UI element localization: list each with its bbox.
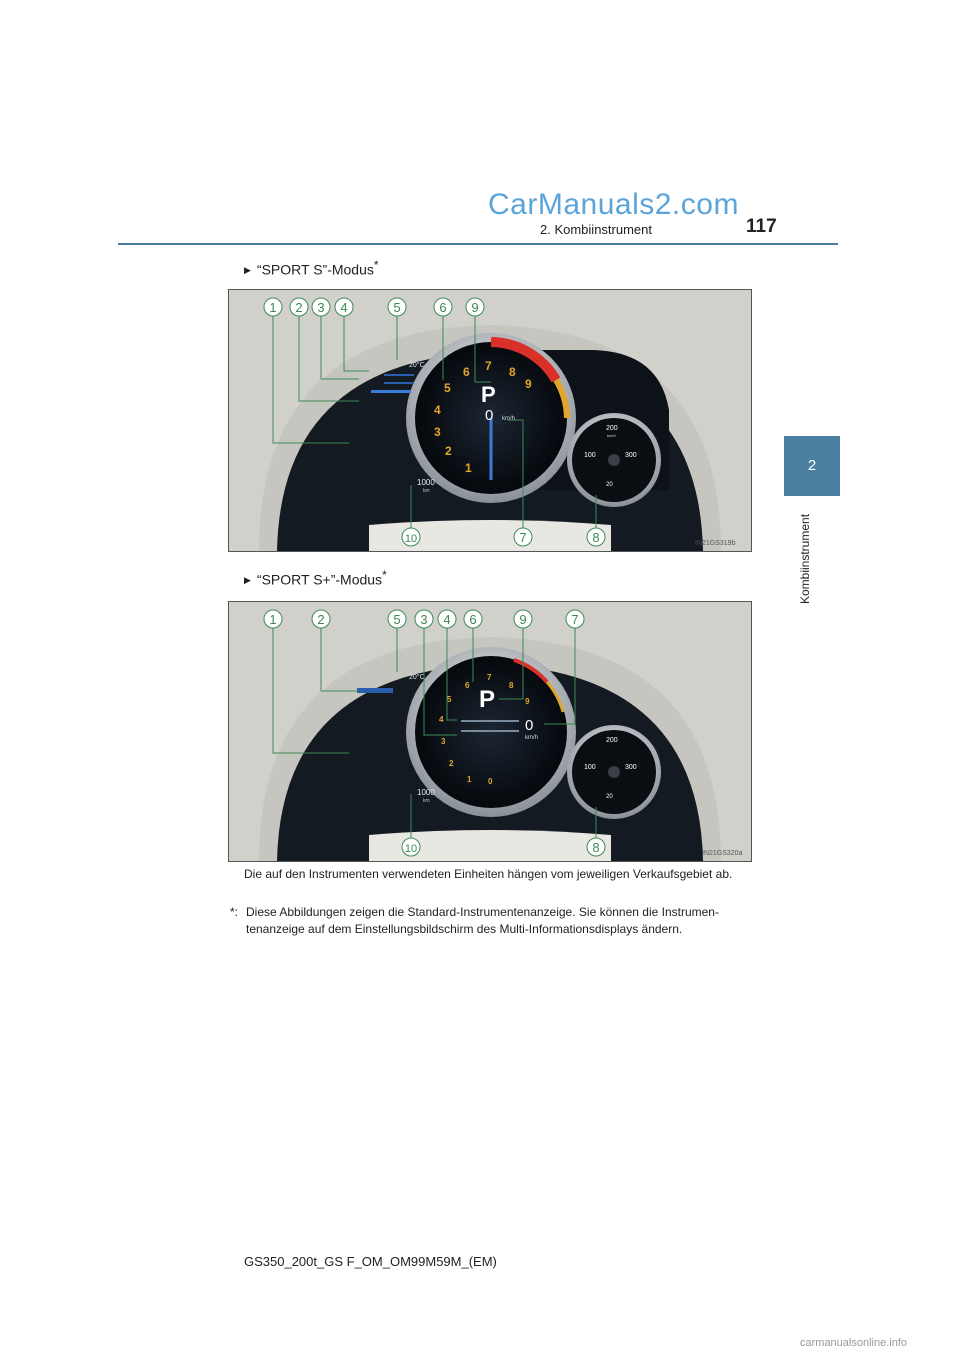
speedo-number: 300 <box>625 764 637 771</box>
rpm-number: 8 <box>509 681 514 690</box>
speedo-number: 20 <box>606 482 613 488</box>
cluster-illustration-sport-s-plus <box>229 602 751 861</box>
svg-text:3: 3 <box>317 300 325 315</box>
rpm-number: 6 <box>465 681 470 690</box>
speedo-number: 100 <box>584 764 596 771</box>
odometer-unit: km <box>423 488 430 494</box>
odometer-value: 1000 <box>417 478 435 487</box>
callout-3 <box>415 610 433 628</box>
footnote-text: Diese Abbildungen zeigen die Standard-Instrumentenanzeige. Sie können die Instrumen-tenanzeige auf dem Einstellungsbildschirm des Multi-Informationsdisplays ändern. <box>246 905 719 936</box>
svg-text:2: 2 <box>295 300 303 315</box>
rpm-number: 9 <box>525 697 530 706</box>
watermark-logo-top: CarManuals2.com <box>488 188 739 221</box>
image-code: IN21GS319b <box>695 540 736 547</box>
callout-5 <box>388 610 406 628</box>
speedo-number: 100 <box>584 452 596 459</box>
svg-text:5: 5 <box>393 612 401 627</box>
figure-sport-s <box>228 289 752 552</box>
svg-text:1: 1 <box>269 300 277 315</box>
callout-7 <box>514 528 532 546</box>
callout-6 <box>434 298 452 316</box>
speed-unit: km/h <box>525 735 539 741</box>
callout-2 <box>312 610 330 628</box>
svg-text:1: 1 <box>269 612 277 627</box>
speedo-number: 200 <box>606 425 618 432</box>
svg-text:8: 8 <box>592 530 600 545</box>
speedo-unit: km/h <box>607 433 616 438</box>
rpm-number: 3 <box>434 425 441 439</box>
chapter-tab: 2 <box>784 436 840 496</box>
svg-text:2: 2 <box>317 612 325 627</box>
rpm-number: 4 <box>434 403 441 417</box>
rpm-number: 5 <box>444 381 451 395</box>
callout-8 <box>587 838 605 856</box>
chapter-label <box>782 510 812 620</box>
callout-7 <box>566 610 584 628</box>
triangle-bullet-icon: ▶ <box>244 264 251 275</box>
callout-4 <box>335 298 353 316</box>
image-code: IN21GS320a <box>702 850 743 857</box>
callout-10 <box>402 838 420 856</box>
speedo-number: 200 <box>606 737 618 744</box>
svg-text:7: 7 <box>571 612 579 627</box>
outside-temp: 20°C <box>409 362 425 369</box>
svg-text:3: 3 <box>420 612 428 627</box>
rpm-number: 1 <box>465 461 472 475</box>
svg-text:4: 4 <box>443 612 451 627</box>
footnote-marker: * <box>382 568 387 582</box>
rpm-number: 5 <box>447 695 452 704</box>
callout-5 <box>388 298 406 316</box>
speed-unit: km/h <box>502 416 516 422</box>
callout-4 <box>438 610 456 628</box>
rpm-number: 0 <box>488 777 493 786</box>
footer-document-code: GS350_200t_GS F_OM_OM99M59M_(EM) <box>244 1254 497 1269</box>
gear-indicator: P <box>481 382 496 407</box>
rpm-number: 4 <box>439 715 444 724</box>
svg-text:10: 10 <box>404 533 418 545</box>
callout-6 <box>464 610 482 628</box>
callout-9 <box>466 298 484 316</box>
svg-text:5: 5 <box>393 300 401 315</box>
section-title: 2. Kombiinstrument <box>540 222 652 237</box>
rpm-number: 7 <box>487 673 492 682</box>
speed-readout: 0 <box>485 407 494 424</box>
svg-text:6: 6 <box>469 612 477 627</box>
odometer-unit: km <box>423 798 430 804</box>
rpm-number: 9 <box>525 377 532 391</box>
speedo-number: 300 <box>625 452 637 459</box>
figure-sport-s-plus <box>228 601 752 862</box>
gear-indicator: P <box>479 686 496 713</box>
callout-3 <box>312 298 330 316</box>
triangle-bullet-icon: ▶ <box>244 574 251 585</box>
svg-text:9: 9 <box>471 300 479 315</box>
odometer-value: 1000 <box>417 788 435 797</box>
footnote-mark: *: <box>230 905 239 919</box>
outside-label: Outside <box>371 363 389 369</box>
mode-heading-text: “SPORT S+”-Modus <box>256 571 383 588</box>
callout-10 <box>402 528 420 546</box>
svg-text:10: 10 <box>404 843 418 855</box>
svg-text:4: 4 <box>340 300 348 315</box>
svg-text:7: 7 <box>519 530 527 545</box>
speedo-number: 20 <box>606 794 613 800</box>
footnote-marker: * <box>373 258 379 272</box>
watermark-footer: carmanualsonline.info <box>800 1337 908 1349</box>
units-note: Die auf den Instrumenten verwendeten Einheiten hängen vom jeweiligen Verkaufsgebiet ab. <box>244 867 733 881</box>
header-rule <box>118 243 838 245</box>
rpm-number: 8 <box>509 365 516 379</box>
mode-heading-text: “SPORT S”-Modus <box>256 261 374 278</box>
callout-9 <box>514 610 532 628</box>
callout-2 <box>290 298 308 316</box>
rpm-number: 7 <box>485 359 492 373</box>
rpm-number: 2 <box>449 759 454 768</box>
svg-text:6: 6 <box>439 300 447 315</box>
callout-1 <box>264 610 282 628</box>
speed-readout: 0 <box>525 717 534 734</box>
page-number: 117 <box>746 216 777 237</box>
svg-text:8: 8 <box>592 840 600 855</box>
rpm-number: 2 <box>445 444 452 458</box>
outside-label: Outside <box>371 675 389 681</box>
mode-heading-sport-s-plus <box>244 568 387 588</box>
chapter-label-text: Kombiinstrument <box>798 513 812 604</box>
callout-1 <box>264 298 282 316</box>
rpm-number: 1 <box>467 775 472 784</box>
rpm-number: 3 <box>441 737 446 746</box>
cluster-illustration-sport-s <box>229 290 751 551</box>
footnote <box>230 904 758 938</box>
svg-text:9: 9 <box>519 612 527 627</box>
outside-temp: 20°C <box>409 674 425 681</box>
rpm-number: 6 <box>463 365 470 379</box>
mode-heading-sport-s <box>244 258 379 278</box>
callout-8 <box>587 528 605 546</box>
